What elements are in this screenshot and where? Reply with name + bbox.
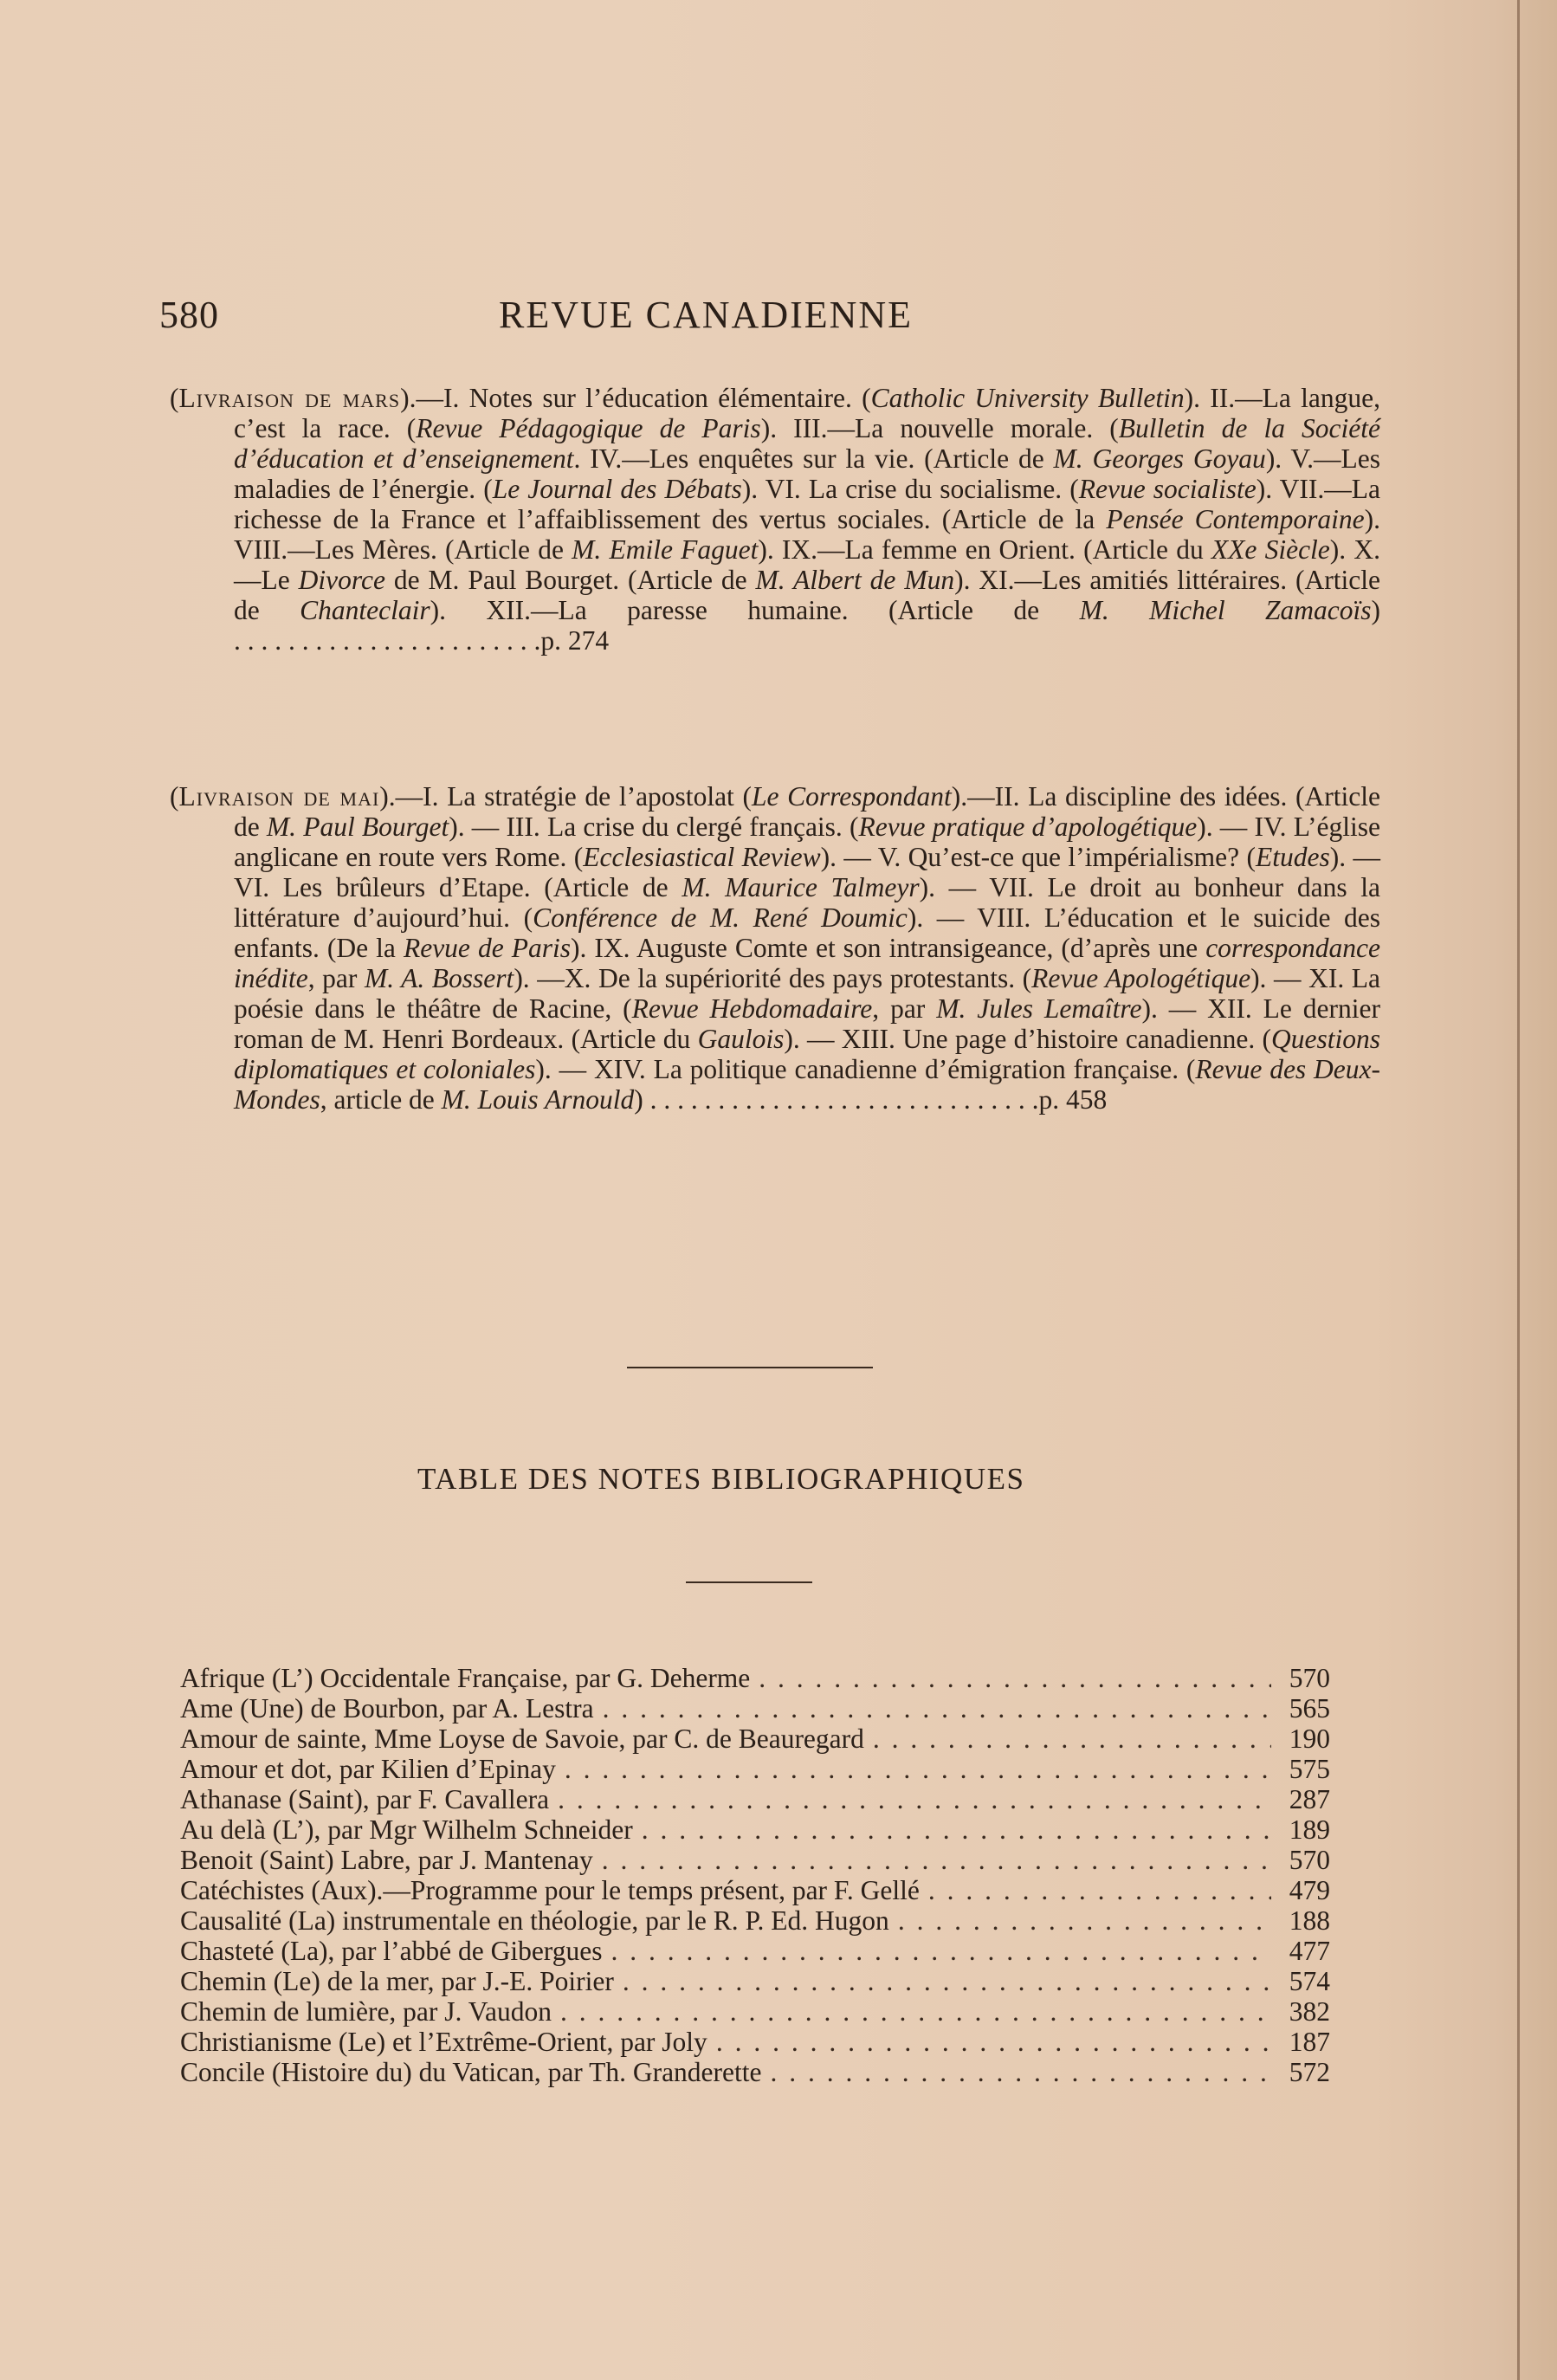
index-entry-page: 287 <box>1289 1784 1330 1814</box>
cited-source: Chanteclair <box>300 595 430 625</box>
index-entry-page: 575 <box>1289 1754 1330 1784</box>
cited-source: Divorce <box>298 565 385 595</box>
cited-source: Etudes <box>1256 842 1330 872</box>
index-entry-title: Benoit (Saint) Labre, par J. Mantenay <box>180 1845 593 1875</box>
dot-leader <box>759 1663 1271 1693</box>
index-entry <box>180 1784 1330 1814</box>
dot-leader <box>771 2057 1272 2087</box>
livraison-label: Livraison de mai <box>178 781 380 812</box>
cited-source: M. Albert de Mun <box>755 565 955 595</box>
article-text: ). XII.—La paresse humaine. (Article de <box>430 595 1080 625</box>
paragraph-open-paren: ( <box>170 383 179 413</box>
cited-source: M. Michel Zamacoïs <box>1079 595 1372 625</box>
article-text: ).—II. La discipline des idées. (Article de <box>234 781 1380 842</box>
index-entry-title: Catéchistes (Aux).—Programme pour le temps présent, par F. Gellé <box>180 1875 920 1905</box>
index-entry <box>180 1996 1330 2027</box>
article-text: ). II.—La langue, c’est la race. ( <box>234 383 1380 443</box>
cited-source: M. Louis Arnould <box>441 1084 635 1115</box>
article-text: ) <box>634 1084 643 1115</box>
article-text: ). — XI. La poésie dans le théâtre de Racine, ( <box>234 963 1380 1024</box>
index-entry-title: Chemin de lumière, par J. Vaudon <box>180 1996 552 2027</box>
dot-leader <box>560 1996 1271 2027</box>
index-entry-title: Ame (Une) de Bourbon, par A. Lestra <box>180 1693 594 1724</box>
index-entry-page: 570 <box>1289 1845 1330 1875</box>
index-entry <box>180 2027 1330 2057</box>
cited-source: Le Correspondant <box>751 781 952 812</box>
cited-source: Revue Apologétique <box>1031 963 1251 993</box>
article-text: ). XI.—Les amitiés littéraires. (Article de <box>234 565 1380 625</box>
article-text: de M. Paul Bourget. (Article de <box>384 565 756 595</box>
cited-source: Revue Hebdomadaire <box>631 993 873 1024</box>
cited-source: Revue socialiste <box>1078 474 1257 504</box>
index-entry-title: Chasteté (La), par l’abbé de Gibergues <box>180 1936 603 1966</box>
article-text: ). VIII.—Les Mères. (Article de <box>234 504 1380 565</box>
article-text: ). VII.—La richesse de la France et l’affaiblissement des vertus sociales. (Article de la <box>234 474 1380 534</box>
article-text: ).—I. La stratégie de l’apostolat ( <box>379 781 752 812</box>
cited-source: Conférence de M. René Doumic <box>533 902 908 933</box>
index-entry-page: 572 <box>1289 2057 1330 2087</box>
page-reference: . . . . . . . . . . . . . . . . . . . . . . .p. 274 <box>234 625 610 656</box>
cited-source: Revue pratique d’apologétique <box>858 812 1198 842</box>
index-entry <box>180 1663 1330 1693</box>
index-entry-title: Amour et dot, par Kilien d’Epinay <box>180 1754 556 1784</box>
dot-leader <box>928 1875 1271 1905</box>
article-text: ). — III. La crise du clergé français. ( <box>449 812 859 842</box>
article-text: ) <box>1371 595 1380 625</box>
dot-leader <box>603 1693 1271 1724</box>
index-entry-title: Afrique (L’) Occidentale Française, par G. Deherme <box>180 1663 751 1693</box>
cited-source: Pensée Contemporaine <box>1106 504 1365 534</box>
index-entry-title: Chemin (Le) de la mer, par J.-E. Poirier <box>180 1966 614 1996</box>
cited-source: M. Jules Lemaître <box>936 993 1142 1024</box>
cited-source: XXe Siècle <box>1211 534 1330 565</box>
dot-leader <box>642 1814 1271 1845</box>
cited-source: correspondance inédite <box>234 933 1380 993</box>
article-text: , article de <box>320 1084 442 1115</box>
dot-leader <box>623 1966 1271 1996</box>
index-entry-page: 479 <box>1289 1875 1330 1905</box>
article-text: ). — V. Qu’est-ce que l’impérialisme? ( <box>820 842 1256 872</box>
index-entry-page: 477 <box>1289 1936 1330 1966</box>
index-entry-title: Concile (Histoire du) du Vatican, par Th. Granderette <box>180 2057 762 2087</box>
cited-source: M. Maurice Talmeyr <box>682 872 920 902</box>
article-text: ). III.—La nouvelle morale. ( <box>760 413 1119 443</box>
article-text: ).—I. Notes sur l’éducation élémentaire. ( <box>400 383 871 413</box>
cited-source: Gaulois <box>697 1024 785 1054</box>
article-text: ). — XIII. Une page d’histoire canadienne. ( <box>784 1024 1271 1054</box>
index-entry-title: Au delà (L’), par Mgr Wilhelm Schneider <box>180 1814 633 1845</box>
index-entry <box>180 1936 1330 1966</box>
section-divider-bottom <box>686 1581 812 1583</box>
article-text: ). IX.—La femme en Orient. (Article du <box>758 534 1211 565</box>
index-entry-page: 187 <box>1289 2027 1330 2057</box>
index-entry-title: Christianisme (Le) et l’Extrême-Orient, par Joly <box>180 2027 707 2057</box>
article-text: ). IX. Auguste Comte et son intransigeance, (d’après une <box>571 933 1206 963</box>
article-text: , par <box>872 993 937 1024</box>
cited-source: Revue de Paris <box>403 933 572 963</box>
page-reference: . . . . . . . . . . . . . . . . . . . . . . . . . . . . .p. 458 <box>643 1084 1108 1115</box>
paragraph-open-paren: ( <box>170 781 179 812</box>
dot-leader <box>898 1905 1271 1936</box>
cited-source: Catholic University Bulletin <box>870 383 1185 413</box>
index-entry <box>180 1845 1330 1875</box>
article-text: ). V.—Les maladies de l’énergie. ( <box>234 443 1380 504</box>
article-text: ). — XII. Le dernier roman de M. Henri Bordeaux. (Article du <box>234 993 1380 1054</box>
dot-leader <box>602 1845 1271 1875</box>
index-entry-page: 188 <box>1289 1905 1330 1936</box>
livraison-label: Livraison de mars <box>178 383 401 413</box>
index-entry-page: 565 <box>1289 1693 1330 1724</box>
bibliography-index <box>180 1663 1330 2087</box>
article-text: ). — VI. Les brûleurs d’Etape. (Article de <box>234 842 1381 902</box>
cited-source: M. Georges Goyau <box>1053 443 1266 474</box>
index-entry-page: 574 <box>1289 1966 1330 1996</box>
running-title: REVUE CANADIENNE <box>499 294 914 336</box>
section-title: TABLE DES NOTES BIBLIOGRAPHIQUES <box>417 1462 1025 1496</box>
index-entry <box>180 1754 1330 1784</box>
cited-source: M. Emile Faguet <box>572 534 759 565</box>
index-entry-title: Amour de sainte, Mme Loyse de Savoie, par C. de Beauregard <box>180 1724 864 1754</box>
index-entry-page: 189 <box>1289 1814 1330 1845</box>
cited-source: Le Journal des Débats <box>492 474 742 504</box>
article-text: ). VI. La crise du socialisme. ( <box>741 474 1079 504</box>
dot-leader <box>716 2027 1271 2057</box>
index-entry <box>180 1814 1330 1845</box>
page-header <box>159 293 973 336</box>
article-text: . IV.—Les enquêtes sur la vie. (Article de <box>573 443 1054 474</box>
dot-leader <box>558 1784 1271 1814</box>
index-entry-title: Athanase (Saint), par F. Cavallera <box>180 1784 550 1814</box>
index-entry <box>180 1966 1330 1996</box>
article-text: ). — VIII. L’éducation et le suicide des enfants. (De la <box>234 902 1380 963</box>
cited-source: Ecclesiastical Review <box>583 842 821 872</box>
page-number: 580 <box>159 294 219 336</box>
cited-source: Questions diplomatiques et coloniales <box>234 1024 1380 1084</box>
cited-source: M. A. Bossert <box>364 963 514 993</box>
index-entry <box>180 1724 1330 1754</box>
article-text: , par <box>307 963 365 993</box>
livraison-mai-paragraph <box>170 781 1380 1115</box>
livraison-mars-paragraph <box>170 383 1380 656</box>
cited-source: Revue Pédagogique de Paris <box>416 413 761 443</box>
dot-leader <box>565 1754 1271 1784</box>
dot-leader <box>611 1936 1271 1966</box>
section-divider-top <box>627 1367 873 1368</box>
article-text: ). —X. De la supériorité des pays protestants. ( <box>514 963 1032 993</box>
index-entry <box>180 1905 1330 1936</box>
index-entry-page: 382 <box>1289 1996 1330 2027</box>
cited-source: Revue des Deux-Mondes <box>234 1054 1380 1115</box>
article-text: ). — XIV. La politique canadienne d’émigration française. ( <box>535 1054 1196 1084</box>
dot-leader <box>873 1724 1271 1754</box>
index-entry <box>180 2057 1330 2087</box>
article-text: ). — IV. L’église anglicane en route vers Rome. ( <box>234 812 1381 872</box>
index-entry <box>180 1693 1330 1724</box>
cited-source: Bulletin de la Société d’éducation et d’enseignement <box>234 413 1380 474</box>
cited-source: M. Paul Bourget <box>266 812 449 842</box>
index-entry-title: Causalité (La) instrumentale en théologie, par le R. P. Ed. Hugon <box>180 1905 889 1936</box>
index-entry <box>180 1875 1330 1905</box>
article-text: ). — VII. Le droit au bonheur dans la littérature d’aujourd’hui. ( <box>234 872 1380 933</box>
index-entry-page: 570 <box>1289 1663 1330 1693</box>
article-text: ). X.—Le <box>234 534 1380 595</box>
page-edge <box>1517 0 1520 2380</box>
index-entry-page: 190 <box>1289 1724 1330 1754</box>
